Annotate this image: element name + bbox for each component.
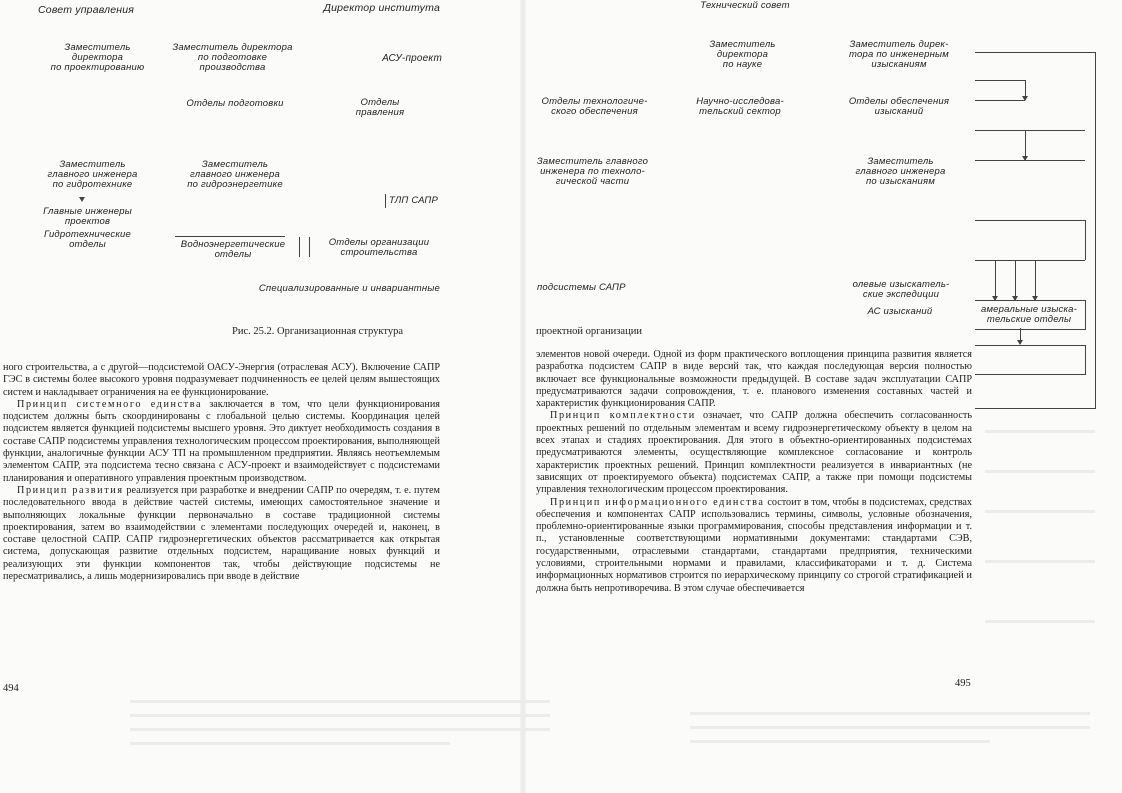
board-label: Совет управления	[38, 4, 135, 16]
arrow-down-icon	[1022, 96, 1028, 101]
mgmt-depts-label: Отделы правления	[355, 97, 405, 118]
chief-energy-label: Заместитель главного инженера по гидроэнергетике	[187, 159, 283, 190]
subsystems-label: подсистемы САПР	[537, 282, 626, 293]
frame-row-5	[975, 220, 1085, 221]
frame-row-6	[975, 260, 1085, 261]
chief-hydro-label: Заместитель главного инженера по гидротехнике	[47, 159, 138, 190]
frame-row-1	[975, 80, 1025, 81]
frame-link-4	[995, 260, 996, 300]
page-gutter	[520, 0, 526, 793]
term-system-unity: Принцип системного единства	[17, 398, 203, 410]
frame-link-5	[1015, 260, 1016, 300]
figure-caption-left: Рис. 25.2. Организационная структура	[232, 326, 403, 337]
frame-row-2	[975, 100, 1025, 101]
term-completeness: Принцип комплектности	[550, 410, 696, 422]
divider-a	[299, 237, 300, 257]
deputy-production-label: Заместитель директора по подготовке производства	[172, 42, 293, 73]
bottom-box	[975, 345, 1086, 375]
divider-b	[309, 237, 310, 257]
arrow-down-icon	[79, 197, 85, 202]
deputy-design-label: Заместитель директора по проектированию	[50, 42, 145, 73]
page-number-right: 495	[955, 678, 971, 689]
water-energy-depts-label: Водноэнергетические отделы	[180, 239, 286, 260]
page-number-left: 494	[3, 683, 19, 694]
term-information-unity: Принцип информационного единства	[550, 496, 765, 508]
hydro-depts-label: Гидротехнические отделы	[44, 229, 131, 250]
water-energy-topline	[175, 236, 285, 237]
deputy-survey-label: Заместитель дирек- тора по инженерным изысканиям	[849, 39, 949, 70]
tech-support-label: Отделы технологиче- ского обеспечения	[541, 96, 648, 117]
research-label: Научно-исследова- тельский сектор	[696, 96, 784, 117]
right-paragraph-1: элементов новой очереди. Одной из форм практического воплощения принципа развития является разработка подсистем САПР в виде версий так, что каждая последующая версия полностью включает все функциональные возможности предыдущей. В составе задач эксплуатации САПР предусматриваются задачи сопровождения, т. е. планового изменения составных частей и характеристик функционирования САПР.	[536, 349, 972, 410]
frame-row-3	[975, 130, 1085, 131]
asu-survey-label: АС изысканий	[867, 306, 933, 317]
figure-caption-right: проектной организации	[536, 326, 642, 337]
tech-board-label: Технический совет	[700, 0, 790, 11]
survey-support-label: Отделы обеспечения изысканий	[848, 96, 950, 117]
prep-depts-label: Отделы подготовки	[186, 98, 284, 109]
chief-survey-label: Заместитель главного инженера по изысканиям	[855, 156, 946, 187]
specialized-label: Специализированные и инвариантные	[258, 283, 440, 294]
camera-depts-label: амеральные изыска- тельские отделы	[980, 304, 1077, 325]
left-paragraph-2: Принцип системного единства заключается в том, что цели функционирования подсистем должны быть скоординированы с глобальной целью системы. Координация целей подсистем является функцией подсистемы высшего уровня. Это диктует необходимость создания в составе САПР подсистемы управления технологическим процессом проектирования, выполняющей функции, аналогичные функции АСУ ТП на промышленном предприятии. Являясь неотъемлемым элементом САПР, эта подсистема тесно связана с АСУ-проект и взаимодействует с подсистемами планирования и оперативного управления проектным производством.	[3, 398, 440, 484]
term-development: Принцип развития	[17, 484, 124, 496]
deputy-science-label: Заместитель директора по науке	[709, 39, 776, 70]
left-paragraph-1: ного строительства, а с другой—подсистемой ОАСУ-Энергия (отраслевая АСУ). Включение САПР ГЭС в системы более высокого уровня подразумевает подчиненность ее целей целям вышестоящих систем и накладывает ограничения на ее функционирование.	[3, 362, 440, 398]
frame-link-6	[1035, 260, 1036, 300]
right-paragraph-3: Принцип информационного единства состоит в том, чтобы в подсистемах, средствах обеспечения и компонентах САПР использовались термины, символы, условные обозначения, проблемно-ориентированные языки программирования, способы представления информации и т. п., установленные соответствующими нормативными документами: стандартами СЭВ, государственными, отраслевыми стандартами, стандартами предприятия, техническими условиями, строительными нормами и правилами, классификаторами и т. д. Система информационных нормативов строится по иерархическому принципу со строгой стратификацией и должна быть непротиворечива. В этом случае обеспечивается	[536, 496, 972, 594]
left-text-column	[3, 362, 440, 583]
construction-org-label: Отделы организации строительства	[328, 237, 430, 258]
chief-engineers-label: Главные инженеры проектов	[43, 206, 132, 227]
right-text-column	[536, 349, 972, 595]
left-paragraph-3: Принцип развития реализуется при разработке и внедрении САПР по очередям, т. е. путем последовательного ввода в действие частей системы, имеющих самостоятельное значение и выполняющих локальные функции первоначально в составе традиционной системы проектирования, затем во взаимодействии с элементами последующих очередей и, наконец, в составе целостной САПР. САПР гидроэнергетических объектов рассматривается как открытая система, допускающая развитие отдельных подсистем, наращивание новых функций и реализующих эти функции компонентов так, чтобы действующие подсистемы не пересматривались, а лишь модернизировались при вводе в действие	[3, 484, 440, 583]
asu-label: АСУ-проект	[382, 53, 442, 64]
tlp-divider	[385, 194, 386, 208]
frame-link-3	[1085, 220, 1086, 260]
chief-tech-label: Заместитель главного инженера по техноло- гической части	[536, 156, 649, 187]
frame-row-4	[975, 160, 1085, 161]
director-label: Директор института	[323, 2, 440, 14]
right-paragraph-2: Принцип комплектности означает, что САПР должна обеспечить согласованность проектных решений по отдельным элементам и всему гидроэнергетическому объекту в целом на всех этапах и стадиях проектирования. Для этого в объектно-ориентированных подсистемах предусматриваются элементы, осуществляющие комплексное согласование и контроль характеристик проектных решений. Принцип комплектности реализуется в инвариантных (не зависящих от проектируемого объекта) подсистемах САПР, а также при помощи подсистемы управления технологическим процессом проектирования.	[536, 410, 972, 496]
tlp-label: ТЛП САПР	[389, 195, 439, 206]
field-exp-label: олевые изыскатель- ские экспедиции	[852, 279, 950, 300]
